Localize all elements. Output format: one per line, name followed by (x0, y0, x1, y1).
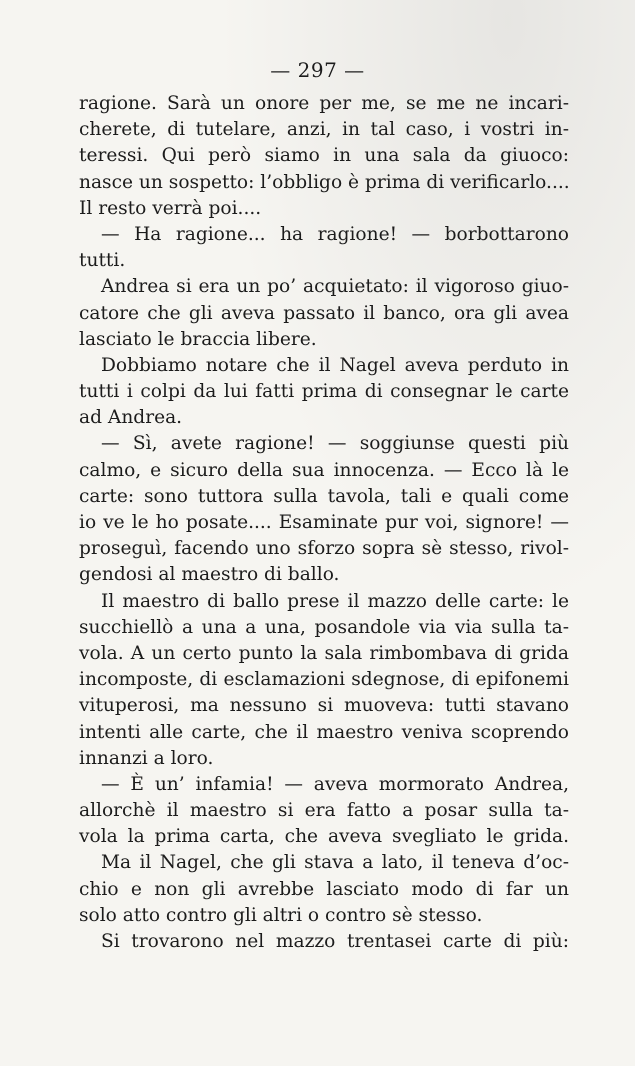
text-line: — Ha ragione... ha ragione! — borbottarono (101, 223, 569, 245)
text-line: Ma il Nagel, che gli stava a lato, il teneva d’oc- (101, 852, 569, 874)
text-line: Andrea si era un po’ acquietato: il vigoroso giuo- (101, 276, 569, 298)
text-line: Dobbiamo notare che il Nagel aveva perduto in (101, 354, 569, 376)
text-line: teressi. Qui però siamo in una sala da giuoco: (79, 145, 569, 167)
text-line: — Sì, avete ragione! — soggiunse questi più (101, 433, 569, 455)
text-line: tutti i colpi da lui fatti prima di consegnar le carte (79, 381, 569, 403)
text-line: Si trovarono nel mazzo trentasei carte di più: (101, 931, 569, 952)
text-line: ad Andrea. (79, 407, 183, 429)
text-line: io ve le ho posate.... Esaminate pur voi, signore! — (79, 512, 569, 533)
text-line: allorchè il maestro si era fatto a posar sulla ta- (79, 800, 569, 822)
text-line: intenti alle carte, che il maestro veniva scoprendo (79, 721, 569, 743)
text-line: lasciato le braccia libere. (79, 328, 317, 350)
text-line: cherete, di tutelare, anzi, in tal caso, i vostri in- (79, 119, 569, 141)
text-line: solo atto contro gli altri o contro sè stesso. (79, 904, 483, 926)
text-line: nasce un sospetto: l’obbligo è prima di verificarlo.... (79, 171, 570, 193)
text-line: proseguì, facendo uno sforzo sopra sè stesso, rivol- (79, 538, 569, 560)
text-line: succhiellò a una a una, posandole via via sulla ta- (79, 616, 569, 638)
text-line: tutti. (79, 250, 126, 272)
text-line: ragione. Sarà un onore per me, se me ne incari- (79, 93, 569, 114)
text-line: — È un’ infamia! — aveva mormorato Andrea, (101, 773, 569, 795)
text-line: Il resto verrà poi.... (79, 197, 262, 219)
text-line: carte: sono tuttora sulla tavola, tali e quali come (79, 485, 569, 507)
text-line: calmo, e sicuro della sua innocenza. — Ecco là le (79, 459, 569, 481)
text-line: vituperosi, ma nessuno si muoveva: tutti stavano (79, 695, 569, 717)
text-line: innanzi a loro. (79, 747, 214, 769)
text-line: vola la prima carta, che aveva svegliato le grida. (79, 826, 569, 848)
body-text (79, 91, 569, 955)
text-line: catore che gli aveva passato il banco, ora gli avea (79, 302, 569, 324)
page-number: — 297 — (270, 58, 365, 82)
text-line: incomposte, di esclamazioni sdegnose, di epifonemi (79, 669, 569, 691)
text-line: chio e non gli avrebbe lasciato modo di far un (79, 878, 569, 900)
text-line: Il maestro di ballo prese il mazzo delle carte: le (101, 590, 569, 612)
text-line: gendosi al maestro di ballo. (79, 564, 340, 586)
text-line: vola. A un certo punto la sala rimbombava di grida (79, 642, 569, 664)
